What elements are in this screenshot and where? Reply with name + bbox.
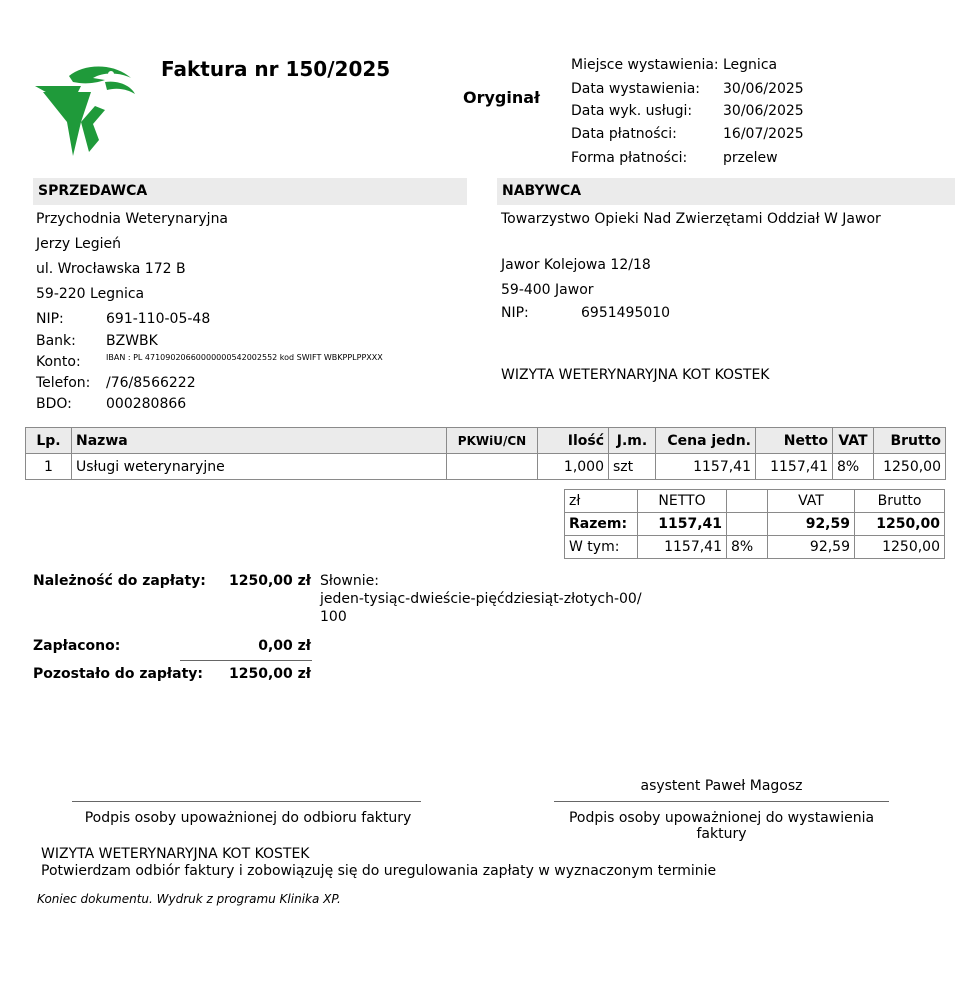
seller-phone: /76/8566222 xyxy=(106,375,196,391)
summary-head-vat: VAT xyxy=(768,490,855,513)
buyer-nip: 6951495010 xyxy=(581,305,671,321)
seller-nip-label: NIP: xyxy=(36,311,64,327)
summary-head-gross: Brutto xyxy=(855,490,945,513)
paid-divider xyxy=(180,660,312,661)
seller-bank: BZWBK xyxy=(106,333,158,349)
summary-breakdown-vat: 92,59 xyxy=(768,536,855,559)
footer-end: Koniec dokumentu. Wydruk z programu Klinika XP. xyxy=(37,892,341,906)
issuer-signature-caption-2: faktury xyxy=(696,826,747,842)
words-line-1: jeden-tysiąc-dwieście-pięćdziesiąt-złotych-00/ xyxy=(320,591,642,607)
seller-bdo: 000280866 xyxy=(106,396,187,412)
vat-summary-table xyxy=(564,489,945,559)
row-unit: szt xyxy=(609,454,656,480)
summary-total-net: 1157,41 xyxy=(638,513,727,536)
remaining-label: Pozostało do zapłaty: xyxy=(33,666,203,682)
meta-value-place: Legnica xyxy=(723,57,778,73)
col-name: Nazwa xyxy=(72,428,447,454)
invoice-title: Faktura nr 150/2025 xyxy=(161,57,391,81)
summary-total-vat: 92,59 xyxy=(768,513,855,536)
row-gross: 1250,00 xyxy=(874,454,946,480)
summary-total-rate xyxy=(727,513,768,536)
issuer-signature-caption-1: Podpis osoby upoważnionej do wystawienia xyxy=(568,810,875,826)
issuer-signature-line xyxy=(554,801,889,802)
summary-breakdown-net: 1157,41 xyxy=(638,536,727,559)
seller-account: IBAN : PL 47109020660000000542002552 kod SWIFT WBKPPLPPXXX xyxy=(106,353,383,362)
buyer-heading: NABYWCA xyxy=(497,178,955,205)
summary-total-label: Razem: xyxy=(565,513,638,536)
words-label: Słownie: xyxy=(320,573,379,589)
buyer-city: 59-400 Jawor xyxy=(501,282,594,298)
row-name: Usługi weterynaryjne xyxy=(72,454,447,480)
footer-confirmation: Potwierdzam odbiór faktury i zobowiązuję się do uregulowania zapłaty w wyznaczonym terminie xyxy=(41,863,717,879)
summary-head-rate xyxy=(727,490,768,513)
col-lp: Lp. xyxy=(26,428,72,454)
seller-name: Przychodnia Weterynaryjna xyxy=(36,211,229,227)
summary-total-row xyxy=(565,513,945,536)
summary-breakdown-row xyxy=(565,536,945,559)
row-net: 1157,41 xyxy=(756,454,833,480)
meta-value-due-date: 16/07/2025 xyxy=(723,126,804,142)
paid-value: 0,00 zł xyxy=(258,638,311,654)
meta-label-due-date: Data płatności: xyxy=(571,126,677,142)
row-qty: 1,000 xyxy=(538,454,609,480)
seller-phone-label: Telefon: xyxy=(36,375,91,391)
remaining-value: 1250,00 zł xyxy=(229,666,311,682)
col-gross: Brutto xyxy=(874,428,946,454)
seller-heading: SPRZEDAWCA xyxy=(33,178,467,205)
summary-head-net: NETTO xyxy=(638,490,727,513)
meta-label-service-date: Data wyk. usługi: xyxy=(571,103,693,119)
col-unit-price: Cena jedn. xyxy=(656,428,756,454)
seller-bdo-label: BDO: xyxy=(36,396,72,412)
amount-due-label: Należność do zapłaty: xyxy=(33,573,206,589)
items-table xyxy=(25,427,946,480)
col-net: Netto xyxy=(756,428,833,454)
buyer-nip-label: NIP: xyxy=(501,305,529,321)
meta-value-issue-date: 30/06/2025 xyxy=(723,81,804,97)
meta-value-payment-method: przelew xyxy=(723,150,778,166)
words-line-2: 100 xyxy=(320,609,347,625)
buyer-street: Jawor Kolejowa 12/18 xyxy=(501,257,651,273)
seller-bank-label: Bank: xyxy=(36,333,76,349)
buyer-note: WIZYTA WETERYNARYJNA KOT KOSTEK xyxy=(501,367,770,383)
receiver-signature-caption: Podpis osoby upoważnionej do odbioru faktury xyxy=(84,810,412,826)
row-vat: 8% xyxy=(833,454,874,480)
meta-label-issue-date: Data wystawienia: xyxy=(571,81,700,97)
issuer-name: asystent Paweł Magosz xyxy=(640,778,803,794)
row-unit-price: 1157,41 xyxy=(656,454,756,480)
row-pkwiu xyxy=(447,454,538,480)
buyer-name: Towarzystwo Opieki Nad Zwierzętami Oddział W Jawor xyxy=(501,211,881,227)
seller-nip: 691-110-05-48 xyxy=(106,311,211,327)
footer-note: WIZYTA WETERYNARYJNA KOT KOSTEK xyxy=(41,846,310,862)
veterinary-logo-icon xyxy=(33,62,137,158)
summary-breakdown-label: W tym: xyxy=(565,536,638,559)
col-unit: J.m. xyxy=(609,428,656,454)
seller-street: ul. Wrocławska 172 B xyxy=(36,261,186,277)
seller-account-label: Konto: xyxy=(36,354,81,370)
items-header-row xyxy=(26,428,946,454)
row-lp: 1 xyxy=(26,454,72,480)
receiver-signature-line xyxy=(72,801,421,802)
summary-breakdown-rate: 8% xyxy=(727,536,768,559)
copy-label: Oryginał xyxy=(463,88,540,107)
seller-person: Jerzy Legień xyxy=(36,236,122,252)
seller-city: 59-220 Legnica xyxy=(36,286,145,302)
summary-currency: zł xyxy=(565,490,638,513)
col-qty: Ilość xyxy=(538,428,609,454)
col-pkwiu: PKWiU/CN xyxy=(447,428,538,454)
meta-label-payment-method: Forma płatności: xyxy=(571,150,688,166)
meta-label-place: Miejsce wystawienia: xyxy=(571,57,719,73)
summary-total-gross: 1250,00 xyxy=(855,513,945,536)
table-row xyxy=(26,454,946,480)
summary-header-row xyxy=(565,490,945,513)
col-vat: VAT xyxy=(833,428,874,454)
paid-label: Zapłacono: xyxy=(33,638,121,654)
amount-due-value: 1250,00 zł xyxy=(229,573,311,589)
meta-value-service-date: 30/06/2025 xyxy=(723,103,804,119)
summary-breakdown-gross: 1250,00 xyxy=(855,536,945,559)
